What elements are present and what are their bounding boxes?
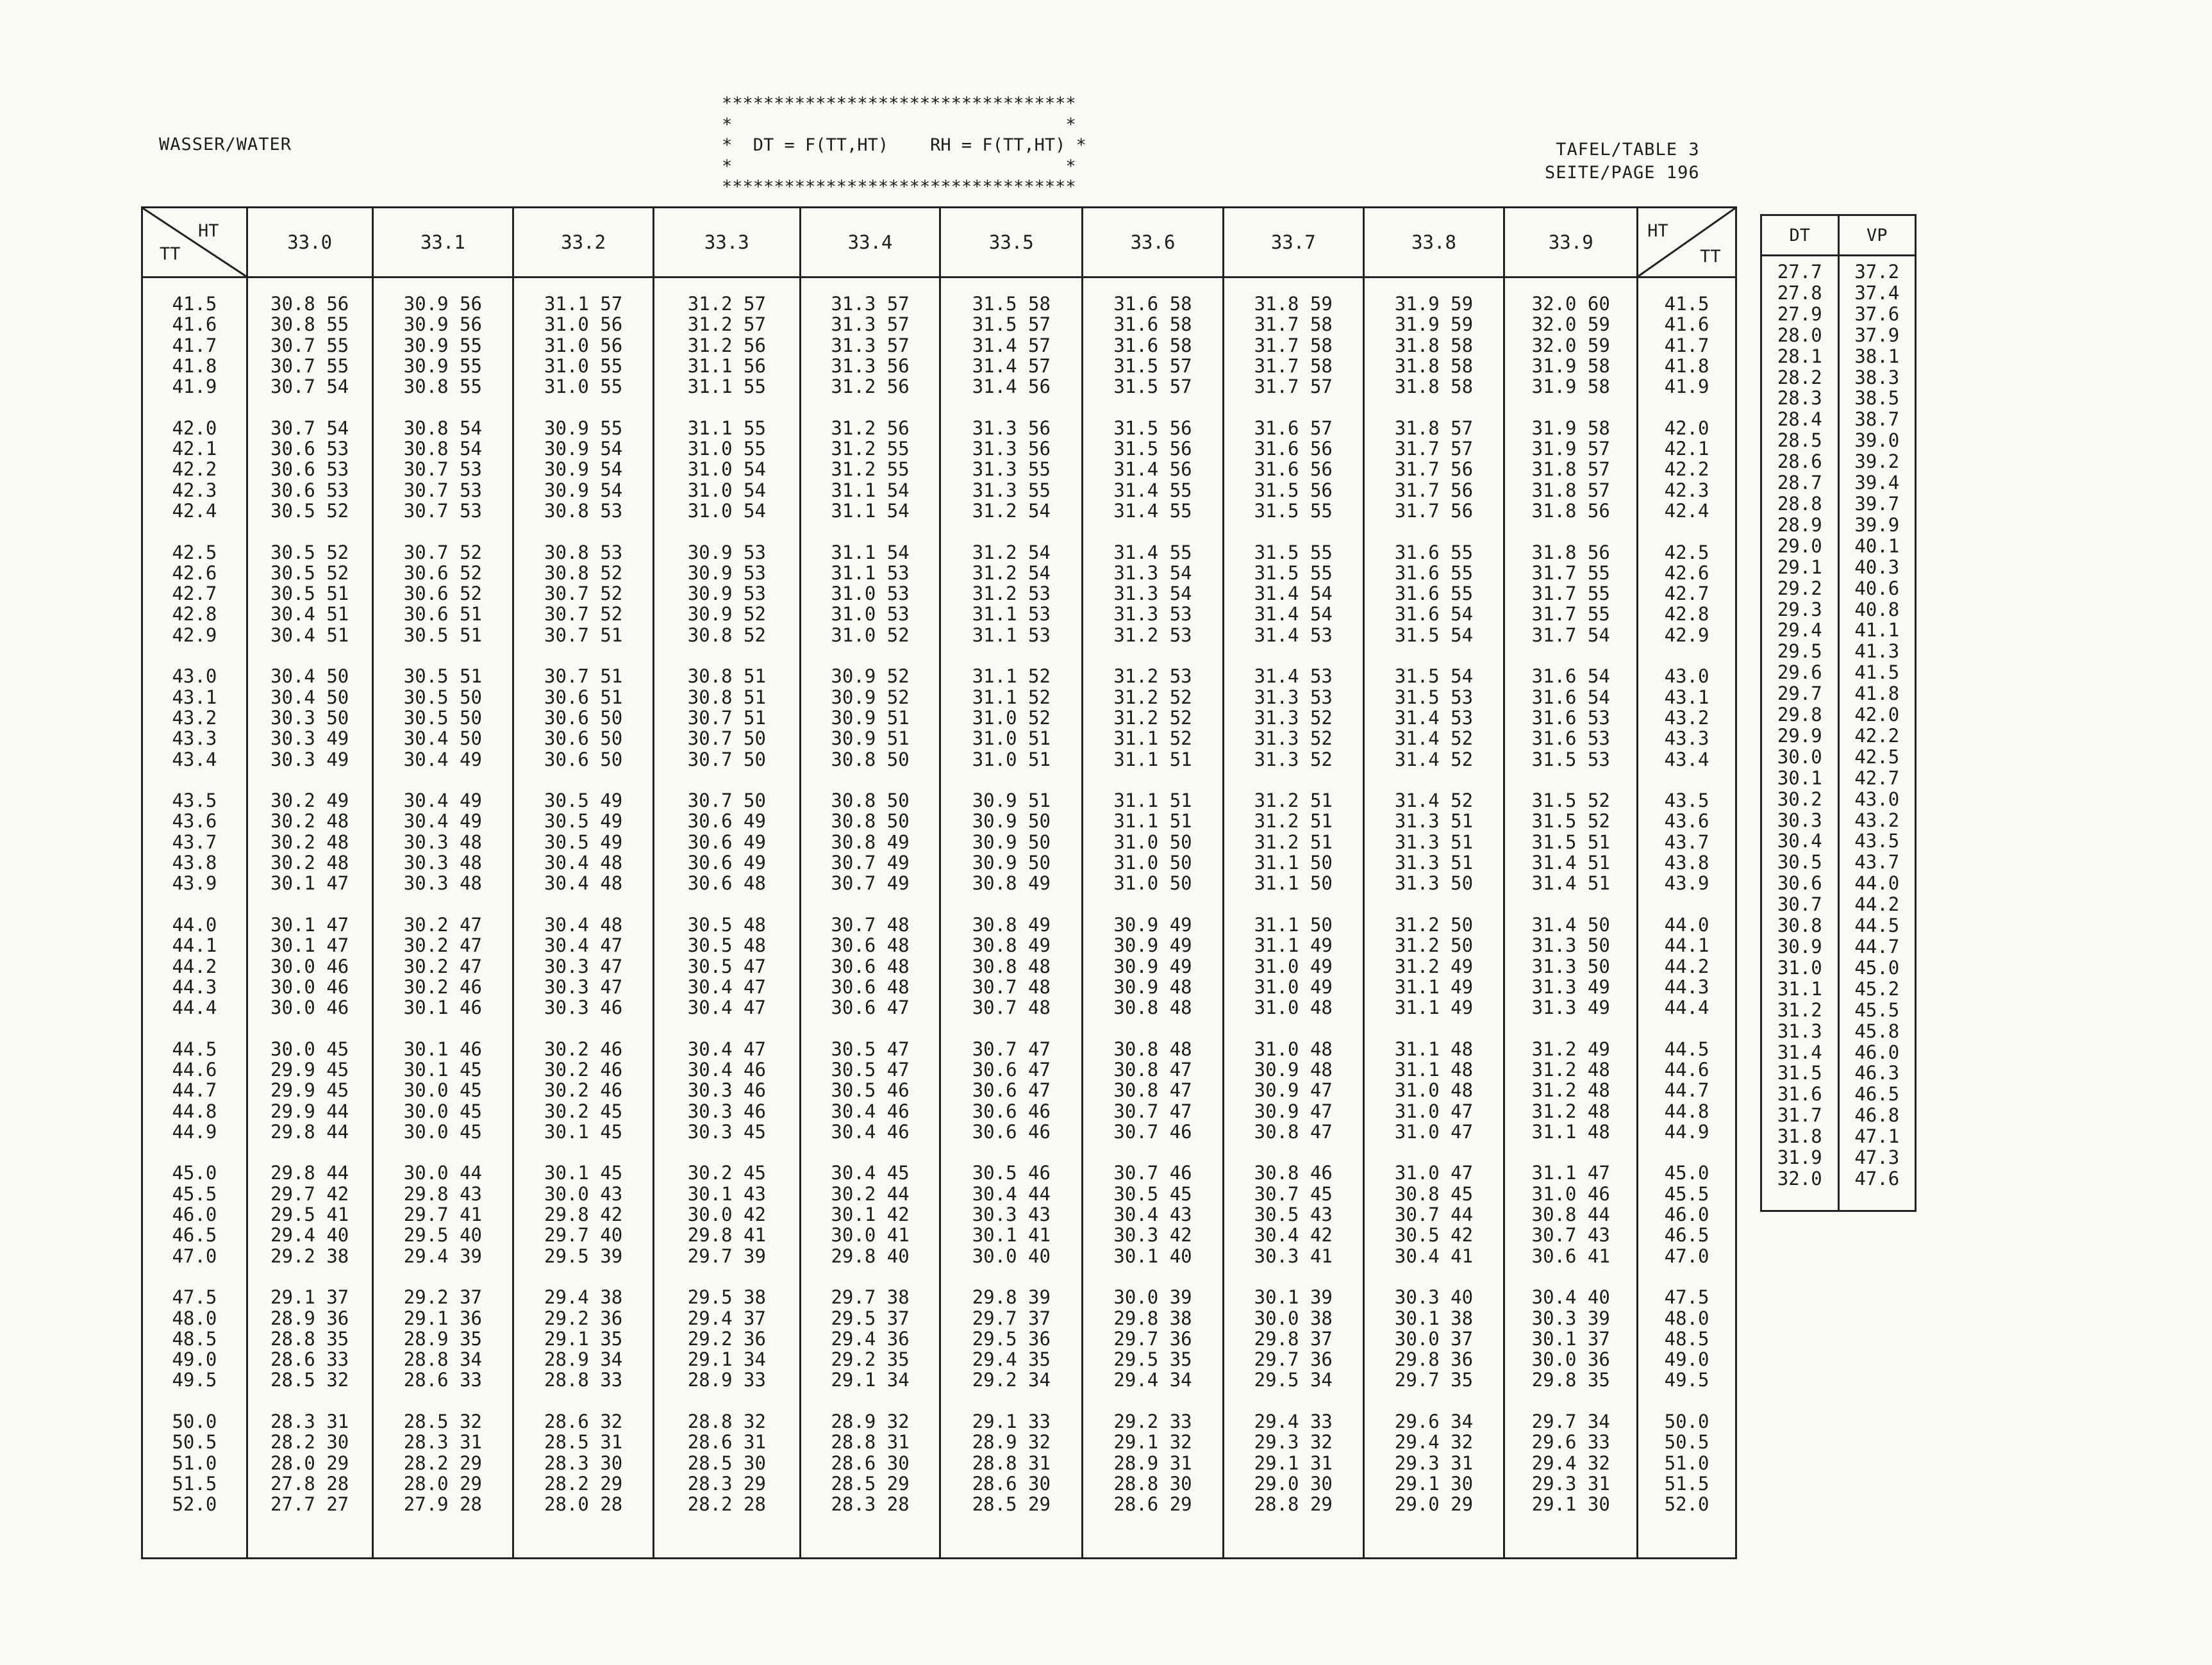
header-row (1761, 215, 1916, 256)
dt-rh-column: 31.1 57 31.0 56 31.0 56 31.0 55 31.0 55 30.9 55 30.9 54 30.9 54 30.9 54 30.8 53 30.8 53 30.8 52 30.7 52 30.7 52 30.7 51 30.7 51 30.6 51 30.6 50 30.6 50 30.6 50 30.5 49 30.5 49 30.5 49 30.4 48 30.4 48 30.4 48 30.4 47 30.3 47 30.3 47 30.3 46 30.2 46 30.2 46 30.2 46 30.2 45 30.1 45 30.1 45 30.0 43 29.8 42 29.7 40 29.5 39 29.4 38 29.2 36 29.1 35 28.9 34 28.8 33 28.6 32 28.5 31 28.3 30 28.2 29 28.0 28 (513, 278, 654, 1559)
dt-rh-column: 30.9 56 30.9 56 30.9 55 30.9 55 30.8 55 30.8 54 30.8 54 30.7 53 30.7 53 30.7 53 30.7 52 30.6 52 30.6 52 30.6 51 30.5 51 30.5 51 30.5 50 30.5 50 30.4 50 30.4 49 30.4 49 30.4 49 30.3 48 30.3 48 30.3 48 30.2 47 30.2 47 30.2 47 30.2 46 30.1 46 30.1 46 30.1 45 30.0 45 30.0 45 30.0 45 30.0 44 29.8 43 29.7 41 29.5 40 29.4 39 29.2 37 29.1 36 28.9 35 28.8 34 28.6 33 28.5 32 28.3 31 28.2 29 28.0 29 27.9 28 (372, 278, 513, 1559)
ht-column-header: 33.0 (247, 208, 372, 278)
dt-rh-column: 31.9 59 31.9 59 31.8 58 31.8 58 31.8 58 31.8 57 31.7 57 31.7 56 31.7 56 31.7 56 31.6 55 31.6 55 31.6 55 31.6 54 31.5 54 31.5 54 31.5 53 31.4 53 31.4 52 31.4 52 31.4 52 31.3 51 31.3 51 31.3 51 31.3 50 31.2 50 31.2 50 31.2 49 31.1 49 31.1 49 31.1 48 31.1 48 31.0 48 31.0 47 31.0 47 31.0 47 30.8 45 30.7 44 30.5 42 30.4 41 30.3 40 30.1 38 30.0 37 29.8 36 29.7 35 29.6 34 29.4 32 29.3 31 29.1 30 29.0 29 (1363, 278, 1504, 1559)
dt-rh-column: 31.6 58 31.6 58 31.6 58 31.5 57 31.5 57 31.5 56 31.5 56 31.4 56 31.4 55 31.4 55 31.4 55 31.3 54 31.3 54 31.3 53 31.2 53 31.2 53 31.2 52 31.2 52 31.1 52 31.1 51 31.1 51 31.1 51 31.0 50 31.0 50 31.0 50 30.9 49 30.9 49 30.9 49 30.9 48 30.8 48 30.8 48 30.8 47 30.8 47 30.7 47 30.7 46 30.7 46 30.5 45 30.4 43 30.3 42 30.1 40 30.0 39 29.8 38 29.7 36 29.5 35 29.4 34 29.2 33 29.1 32 28.9 31 28.8 30 28.6 29 (1083, 278, 1224, 1559)
table-page-reference (1545, 138, 1700, 185)
tt-label: TT (160, 244, 181, 264)
page-number: SEITE/PAGE 196 (1545, 163, 1700, 183)
dt-rh-column: 31.5 58 31.5 57 31.4 57 31.4 57 31.4 56 31.3 56 31.3 56 31.3 55 31.3 55 31.2 54 31.2 54 31.2 54 31.2 53 31.1 53 31.1 53 31.1 52 31.1 52 31.0 52 31.0 51 31.0 51 30.9 51 30.9 50 30.9 50 30.9 50 30.8 49 30.8 49 30.8 49 30.8 48 30.7 48 30.7 48 30.7 47 30.6 47 30.6 47 30.6 46 30.6 46 30.5 46 30.4 44 30.3 43 30.1 41 30.0 40 29.8 39 29.7 37 29.5 36 29.4 35 29.2 34 29.1 33 28.9 32 28.8 31 28.6 30 28.5 29 (940, 278, 1083, 1559)
dt-header: DT (1761, 215, 1839, 256)
ht-column-header: 33.2 (513, 208, 654, 278)
table-subject-title: WASSER/WATER (159, 135, 292, 154)
data-body-row (1761, 256, 1916, 1211)
ht-column-header: 33.1 (372, 208, 513, 278)
vp-column: 37.2 37.4 37.6 37.9 38.1 38.3 38.5 38.7 39.0 39.2 39.4 39.7 39.9 40.1 40.3 40.6 40.8 41.1 41.3 41.5 41.8 42.0 42.2 42.5 42.7 43.0 43.2 43.5 43.7 44.0 44.2 44.5 44.7 45.0 45.2 45.5 45.8 46.0 46.3 46.5 46.8 47.1 47.3 47.6 (1838, 256, 1916, 1211)
psychrometric-table (141, 206, 1737, 1559)
vp-header: VP (1838, 215, 1916, 256)
ht-column-header: 33.4 (800, 208, 940, 278)
tt-column-left: 41.5 41.6 41.7 41.8 41.9 42.0 42.1 42.2 42.3 42.4 42.5 42.6 42.7 42.8 42.9 43.0 43.1 43.2 43.3 43.4 43.5 43.6 43.7 43.8 43.9 44.0 44.1 44.2 44.3 44.4 44.5 44.6 44.7 44.8 44.9 45.0 45.5 46.0 46.5 47.0 47.5 48.0 48.5 49.0 49.5 50.0 50.5 51.0 51.5 52.0 (142, 278, 247, 1559)
ht-column-header: 33.9 (1504, 208, 1638, 278)
ht-column-header: 33.6 (1083, 208, 1224, 278)
corner-cell-right (1638, 208, 1736, 278)
ht-column-header: 33.3 (654, 208, 801, 278)
ht-label: HT (1647, 221, 1668, 241)
vapour-pressure-table (1760, 214, 1917, 1212)
ht-column-header: 33.5 (940, 208, 1083, 278)
ht-column-header: 33.8 (1363, 208, 1504, 278)
dt-rh-column: 31.2 57 31.2 57 31.2 56 31.1 56 31.1 55 31.1 55 31.0 55 31.0 54 31.0 54 31.0 54 30.9 53 30.9 53 30.9 53 30.9 52 30.8 52 30.8 51 30.8 51 30.7 51 30.7 50 30.7 50 30.7 50 30.6 49 30.6 49 30.6 49 30.6 48 30.5 48 30.5 48 30.5 47 30.4 47 30.4 47 30.4 47 30.4 46 30.3 46 30.3 46 30.3 45 30.2 45 30.1 43 30.0 42 29.8 41 29.7 39 29.5 38 29.4 37 29.2 36 29.1 34 28.9 33 28.8 32 28.6 31 28.5 30 28.3 29 28.2 28 (654, 278, 801, 1559)
ht-label: HT (198, 221, 219, 241)
formula-box: ********************************** * * * DT = F(TT,HT) RH = F(TT,HT) * * * ********************************** (722, 94, 1086, 197)
dt-column: 27.7 27.8 27.9 28.0 28.1 28.2 28.3 28.4 28.5 28.6 28.7 28.8 28.9 29.0 29.1 29.2 29.3 29.4 29.5 29.6 29.7 29.8 29.9 30.0 30.1 30.2 30.3 30.4 30.5 30.6 30.7 30.8 30.9 31.0 31.1 31.2 31.3 31.4 31.5 31.6 31.7 31.8 31.9 32.0 (1761, 256, 1839, 1211)
ht-column-header: 33.7 (1223, 208, 1363, 278)
tt-column-right: 41.5 41.6 41.7 41.8 41.9 42.0 42.1 42.2 42.3 42.4 42.5 42.6 42.7 42.8 42.9 43.0 43.1 43.2 43.3 43.4 43.5 43.6 43.7 43.8 43.9 44.0 44.1 44.2 44.3 44.4 44.5 44.6 44.7 44.8 44.9 45.0 45.5 46.0 46.5 47.0 47.5 48.0 48.5 49.0 49.5 50.0 50.5 51.0 51.5 52.0 (1638, 278, 1736, 1559)
header-row (142, 208, 1736, 278)
dt-rh-column: 30.8 56 30.8 55 30.7 55 30.7 55 30.7 54 30.7 54 30.6 53 30.6 53 30.6 53 30.5 52 30.5 52 30.5 52 30.5 51 30.4 51 30.4 51 30.4 50 30.4 50 30.3 50 30.3 49 30.3 49 30.2 49 30.2 48 30.2 48 30.2 48 30.1 47 30.1 47 30.1 47 30.0 46 30.0 46 30.0 46 30.0 45 29.9 45 29.9 45 29.9 44 29.8 44 29.8 44 29.7 42 29.5 41 29.4 40 29.2 38 29.1 37 28.9 36 28.8 35 28.6 33 28.5 32 28.3 31 28.2 30 28.0 29 27.8 28 27.7 27 (247, 278, 372, 1559)
dt-rh-column: 31.3 57 31.3 57 31.3 57 31.3 56 31.2 56 31.2 56 31.2 55 31.2 55 31.1 54 31.1 54 31.1 54 31.1 53 31.0 53 31.0 53 31.0 52 30.9 52 30.9 52 30.9 51 30.9 51 30.8 50 30.8 50 30.8 50 30.8 49 30.7 49 30.7 49 30.7 48 30.6 48 30.6 48 30.6 48 30.6 47 30.5 47 30.5 47 30.5 46 30.4 46 30.4 46 30.4 45 30.2 44 30.1 42 30.0 41 29.8 40 29.7 38 29.5 37 29.4 36 29.2 35 29.1 34 28.9 32 28.8 31 28.6 30 28.5 29 28.3 28 (800, 278, 940, 1559)
tt-label: TT (1700, 247, 1721, 267)
table-number: TAFEL/TABLE 3 (1556, 140, 1700, 160)
data-body-row (142, 278, 1736, 1559)
dt-rh-column: 32.0 60 32.0 59 32.0 59 31.9 58 31.9 58 31.9 58 31.9 57 31.8 57 31.8 57 31.8 56 31.8 56 31.7 55 31.7 55 31.7 55 31.7 54 31.6 54 31.6 54 31.6 53 31.6 53 31.5 53 31.5 52 31.5 52 31.5 51 31.4 51 31.4 51 31.4 50 31.3 50 31.3 50 31.3 49 31.3 49 31.2 49 31.2 48 31.2 48 31.2 48 31.1 48 31.1 47 31.0 46 30.8 44 30.7 43 30.6 41 30.4 40 30.3 39 30.1 37 30.0 36 29.8 35 29.7 34 29.6 33 29.4 32 29.3 31 29.1 30 (1504, 278, 1638, 1559)
corner-cell-left (142, 208, 247, 278)
dt-rh-column: 31.8 59 31.7 58 31.7 58 31.7 58 31.7 57 31.6 57 31.6 56 31.6 56 31.5 56 31.5 55 31.5 55 31.5 55 31.4 54 31.4 54 31.4 53 31.4 53 31.3 53 31.3 52 31.3 52 31.3 52 31.2 51 31.2 51 31.2 51 31.1 50 31.1 50 31.1 50 31.1 49 31.0 49 31.0 49 31.0 48 31.0 48 30.9 48 30.9 47 30.9 47 30.8 47 30.8 46 30.7 45 30.5 43 30.4 42 30.3 41 30.1 39 30.0 38 29.8 37 29.7 36 29.5 34 29.4 33 29.3 32 29.1 31 29.0 30 28.8 29 (1223, 278, 1363, 1559)
